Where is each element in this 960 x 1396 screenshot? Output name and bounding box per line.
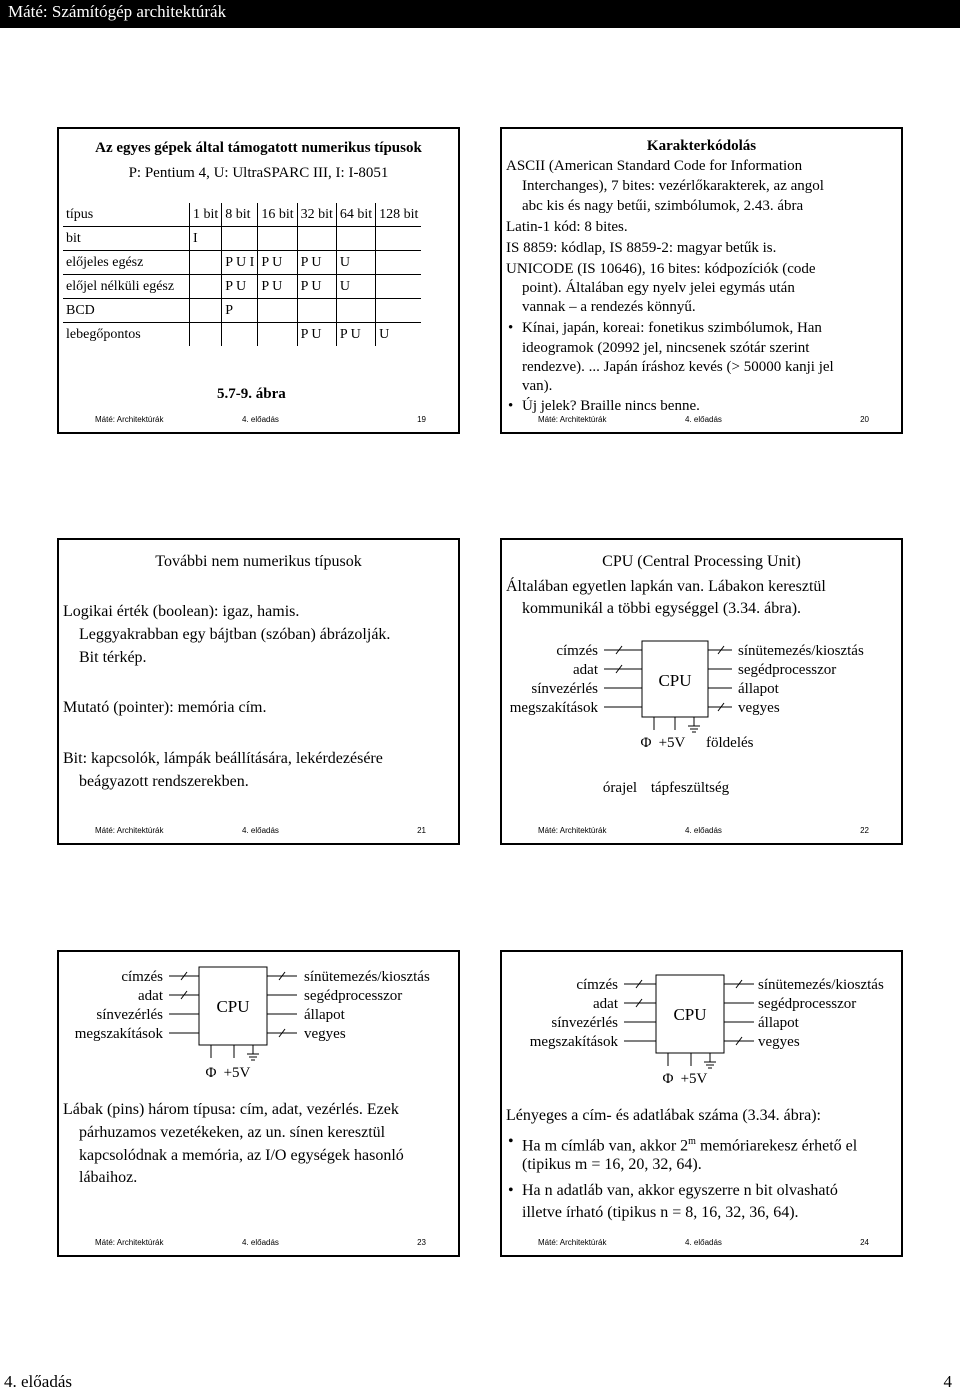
pin-label-left: címzés xyxy=(556,643,598,659)
text-line: Interchanges), 7 bites: vezérlőkarakterek, az angol xyxy=(522,178,824,194)
pin-label-left: sínvezérlés xyxy=(531,681,598,697)
ground-label: földelés xyxy=(706,735,754,751)
text-line: abc kis és nagy betűi, szimbólumok, 2.43. ábra xyxy=(522,198,804,214)
slide-number: 21 xyxy=(417,826,426,835)
col-header: 64 bit xyxy=(336,203,375,227)
slide-24 xyxy=(500,950,903,1257)
table-cell xyxy=(258,323,297,347)
col-header: 8 bit xyxy=(222,203,258,227)
cpu-label: CPU xyxy=(673,1005,707,1024)
pin-label-right: vegyes xyxy=(758,1034,800,1050)
pin-label-left: adat xyxy=(573,662,598,678)
col-header: típus xyxy=(63,203,190,227)
footer-lecture: 4. előadás xyxy=(685,1238,722,1247)
text-line: Ha n adatláb van, akkor egyszerre n bit olvasható xyxy=(522,1182,838,1199)
numeric-types-table xyxy=(63,203,421,346)
slide-22 xyxy=(500,538,903,845)
footer-course: Máté: Architektúrák xyxy=(95,826,164,835)
pin-label-right: állapot xyxy=(304,1007,345,1023)
pin-label-left: adat xyxy=(593,996,618,1012)
footer-course: Máté: Architektúrák xyxy=(538,826,607,835)
voltage-label: +5V xyxy=(223,1065,251,1081)
cpu-label: CPU xyxy=(658,671,692,690)
table-cell xyxy=(297,299,336,323)
text-part: Ha m címláb van, akkor 2 xyxy=(522,1137,689,1155)
table-cell xyxy=(190,251,222,275)
text-line: Logikai érték (boolean): igaz, hamis. xyxy=(63,603,300,620)
phi-label: Φ xyxy=(662,1071,674,1087)
text-line: Leggyakrabban egy bájtban (szóban) ábrázolják. xyxy=(79,626,391,643)
slide-19 xyxy=(57,127,460,434)
cpu-label: CPU xyxy=(216,997,250,1016)
pin-label-left: megszakítások xyxy=(529,1034,618,1050)
pin-label-right: segédprocesszor xyxy=(304,988,403,1004)
table-cell xyxy=(258,227,297,251)
slide-number: 23 xyxy=(417,1238,426,1247)
pin-label-right: sínütemezés/kiosztás xyxy=(758,977,884,993)
pin-label-left: címzés xyxy=(576,977,618,993)
table-cell: P U xyxy=(336,323,375,347)
col-header: 1 bit xyxy=(190,203,222,227)
text-line: Mutató (pointer): memória cím. xyxy=(63,699,267,716)
cpu-pin-diagram xyxy=(502,636,901,811)
pin-label-right: sínütemezés/kiosztás xyxy=(738,643,864,659)
cpu-pin-diagram xyxy=(502,970,901,1110)
text-line: Általában egyetlen lapkán van. Lábakon keresztül xyxy=(506,578,826,595)
text-line: Új jelek? Braille nincs benne. xyxy=(522,398,700,414)
table-cell xyxy=(376,275,422,299)
page-number: 4 xyxy=(943,1372,952,1391)
bullet-dot: • xyxy=(508,1182,514,1199)
table-cell xyxy=(376,227,422,251)
table-cell: U xyxy=(336,275,375,299)
pin-label-left: megszakítások xyxy=(74,1026,163,1042)
table-cell: I xyxy=(190,227,222,251)
footer-lecture: 4. előadás xyxy=(242,415,279,424)
text-line: beágyazott rendszerekben. xyxy=(79,773,249,790)
slide-23 xyxy=(57,950,460,1257)
table-row xyxy=(63,323,421,347)
phi-label: Φ xyxy=(640,735,652,751)
slide-number: 20 xyxy=(860,415,869,424)
table-row xyxy=(63,275,421,299)
slide-20 xyxy=(500,127,903,434)
slide-number: 19 xyxy=(417,415,426,424)
header-bar xyxy=(0,0,960,28)
footer-course: Máté: Architektúrák xyxy=(538,1238,607,1247)
table-cell xyxy=(222,323,258,347)
table-cell xyxy=(190,299,222,323)
footer-course: Máté: Architektúrák xyxy=(538,415,607,424)
footer-course: Máté: Architektúrák xyxy=(95,415,164,424)
pin-label-left: címzés xyxy=(121,969,163,985)
text-line: ideogramok (20992 jel, nincsenek szótár szerint xyxy=(522,340,810,356)
clock-label: órajel xyxy=(602,780,638,796)
table-cell: P xyxy=(222,299,258,323)
table-cell xyxy=(336,227,375,251)
table-cell: P U I xyxy=(222,251,258,275)
voltage-label: +5V xyxy=(658,735,686,751)
table-cell: bit xyxy=(63,227,190,251)
table-cell xyxy=(376,299,422,323)
table-cell: előjel nélküli egész xyxy=(63,275,190,299)
slide-title: CPU (Central Processing Unit) xyxy=(602,553,801,570)
text-part: memóriarekesz érhető el xyxy=(695,1137,858,1155)
table-cell: P U xyxy=(297,251,336,275)
table-cell xyxy=(190,275,222,299)
table-cell: U xyxy=(376,323,422,347)
text-line: Lábak (pins) három típusa: cím, adat, vezérlés. Ezek xyxy=(63,1101,399,1118)
table-cell: P U xyxy=(297,323,336,347)
table-header-row xyxy=(63,203,421,227)
table-cell: előjeles egész xyxy=(63,251,190,275)
col-header: 128 bit xyxy=(376,203,422,227)
table-cell: P U xyxy=(297,275,336,299)
footer-lecture: 4. előadás xyxy=(242,1238,279,1247)
table-cell xyxy=(190,323,222,347)
table-cell: P U xyxy=(258,251,297,275)
table-cell xyxy=(222,227,258,251)
phi-label: Φ xyxy=(205,1065,217,1081)
text-line: párhuzamos vezetékeken, az un. sínen keresztül xyxy=(79,1124,386,1141)
table-cell: P U xyxy=(258,275,297,299)
footer-lecture: 4. előadás xyxy=(685,826,722,835)
slide-subtitle: P: Pentium 4, U: UltraSPARC III, I: I-8051 xyxy=(128,165,389,181)
col-header: 32 bit xyxy=(297,203,336,227)
table-row xyxy=(63,299,421,323)
table-cell: BCD xyxy=(63,299,190,323)
text-line: Lényeges a cím- és adatlábak száma (3.34. ábra): xyxy=(506,1107,821,1124)
table-cell: U xyxy=(336,251,375,275)
text-line xyxy=(522,1132,857,1155)
pin-label-left: sínvezérlés xyxy=(96,1007,163,1023)
footer-course: Máté: Architektúrák xyxy=(95,1238,164,1247)
table-cell xyxy=(336,299,375,323)
text-line: illetve írható (tipikus n = 8, 16, 32, 36, 64). xyxy=(522,1204,799,1221)
pin-label-right: sínütemezés/kiosztás xyxy=(304,969,430,985)
text-line: IS 8859: kódlap, IS 8859-2: magyar betűk is. xyxy=(506,240,777,256)
pin-label-left: sínvezérlés xyxy=(551,1015,618,1031)
pin-label-left: adat xyxy=(138,988,163,1004)
table-cell xyxy=(297,227,336,251)
slide-number: 22 xyxy=(860,826,869,835)
pin-label-right: vegyes xyxy=(738,700,780,716)
table-row xyxy=(63,251,421,275)
pin-label-right: állapot xyxy=(758,1015,799,1031)
header-title: Máté: Számítógép architektúrák xyxy=(8,2,227,21)
figure-ref: 5.7-9. ábra xyxy=(217,386,286,402)
text-line: Bit: kapcsolók, lámpák beállítására, lekérdezésére xyxy=(63,750,383,767)
pin-label-right: vegyes xyxy=(304,1026,346,1042)
slide-title: Az egyes gépek által támogatott numerikus típusok xyxy=(95,140,422,156)
text-line: (tipikus m = 16, 20, 32, 64). xyxy=(522,1156,702,1173)
pin-label-right: állapot xyxy=(738,681,779,697)
text-line: kapcsolódnak a memória, az I/O egységek hasonló xyxy=(79,1147,404,1164)
text-line: vannak – a rendezés könnyű. xyxy=(522,299,696,315)
power-label: tápfeszültség xyxy=(650,780,730,796)
footer-lecture: 4. előadás xyxy=(685,415,722,424)
text-line: ASCII (American Standard Code for Information xyxy=(506,158,803,174)
text-line: lábaihoz. xyxy=(79,1169,138,1186)
slide-21 xyxy=(57,538,460,845)
pin-label-right: segédprocesszor xyxy=(758,996,857,1012)
table-cell: P U xyxy=(222,275,258,299)
slide-title: További nem numerikus típusok xyxy=(155,553,362,570)
cpu-pin-diagram xyxy=(59,962,458,1092)
footer-lecture: 4. előadás xyxy=(242,826,279,835)
table-cell: lebegőpontos xyxy=(66,326,141,342)
text-line: Latin-1 kód: 8 bites. xyxy=(506,219,628,235)
text-line: UNICODE (IS 10646), 16 bites: kódpozíciók (code xyxy=(506,261,816,277)
text-line: Kínai, japán, koreai: fonetikus szimbólumok, Han xyxy=(522,320,822,336)
page-footer-lecture: 4. előadás xyxy=(4,1372,72,1391)
text-line: rendezve). ... Japán íráshoz kevés (> 50000 kanji jel xyxy=(522,359,834,375)
voltage-label: +5V xyxy=(680,1071,708,1087)
pin-label-right: segédprocesszor xyxy=(738,662,837,678)
slide-title: Karakterkódolás xyxy=(646,138,757,154)
table-cell xyxy=(376,251,422,275)
exponent: m xyxy=(688,1136,696,1147)
col-header: 16 bit xyxy=(258,203,297,227)
pin-label-left: megszakítások xyxy=(509,700,598,716)
bullet-dot: • xyxy=(508,398,514,414)
table-cell xyxy=(258,299,297,323)
bullet-dot: • xyxy=(508,320,514,336)
text-line: point). Általában egy nyelv jelei egymás után xyxy=(522,280,795,296)
slide-number: 24 xyxy=(860,1238,869,1247)
text-line: Bit térkép. xyxy=(79,649,147,666)
text-line: kommunikál a többi egységgel (3.34. ábra). xyxy=(522,600,802,617)
bullet-dot: • xyxy=(508,1133,514,1150)
table-row xyxy=(63,227,421,251)
text-line: van). xyxy=(522,378,553,394)
